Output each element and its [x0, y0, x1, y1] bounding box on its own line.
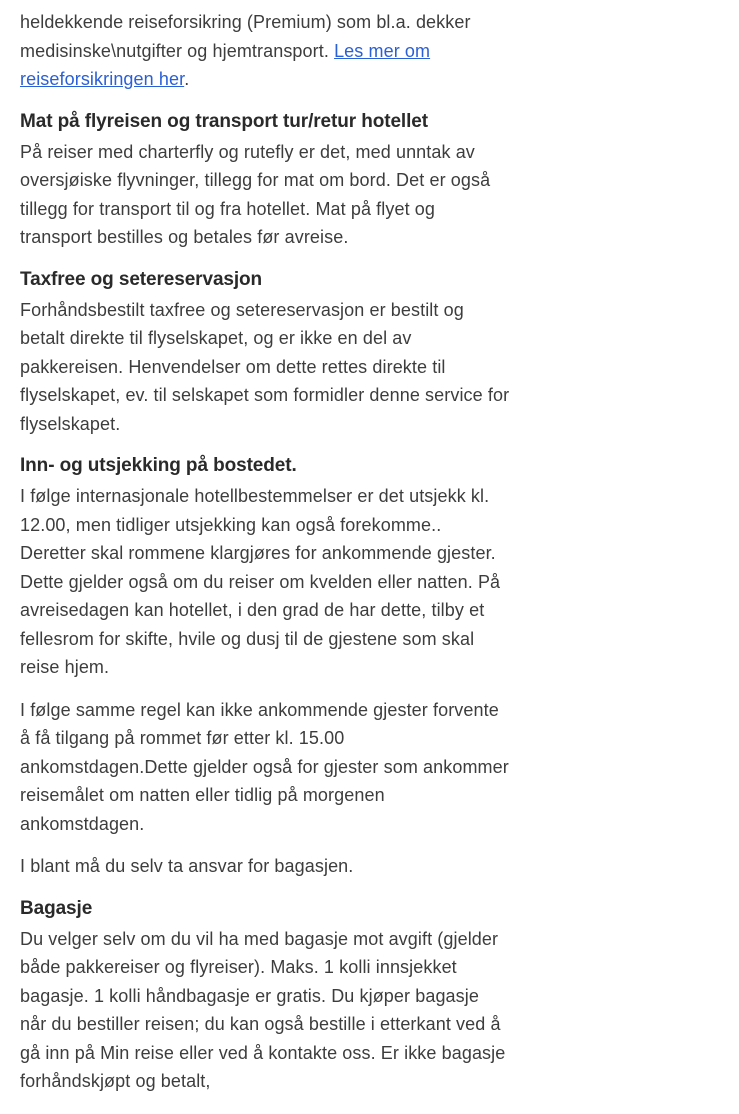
travel-insurance-link[interactable]: Les mer om reiseforsikringen her	[20, 40, 431, 89]
section-heading-taxfree: Taxfree og setereservasjon	[20, 268, 263, 290]
section-paragraph: På reiser med charterfly og rutefly er det, med unntak av oversjøiske flyvninger, tillegg for mat om bord. Det er også tillegg for transport til og fra hotellet. Mat på flyet og transport bestilles og betales før avreise.	[20, 141, 491, 247]
intro-paragraph	[20, 8, 510, 94]
section-paragraph: I følge samme regel kan ikke ankommende gjester forvente å få tilgang på rommet før etter kl. 15.00 ankomstdagen.Dette gjelder også for gjester som ankommer reisemålet om natten eller tidlig på morgenen ankomstdagen.	[20, 699, 509, 834]
section-heading-meals-transport: Mat på flyreisen og transport tur/retur hotellet	[20, 110, 428, 132]
section-paragraph: I blant må du selv ta ansvar for bagasjen.	[20, 856, 354, 876]
intro-text-end: .	[184, 69, 190, 89]
article-content	[20, 8, 510, 1096]
section-paragraph: I følge internasjonale hotellbestemmelser er det utsjekk kl. 12.00, men tidliger utsjekking kan også forekomme.. Deretter skal rommene klargjøres for ankommende gjester. Dette gjelder også om du reiser om kvelden eller natten. På avreisedagen kan hotellet, i den grad de har dette, tilby et fellesrom for skifte, hvile og dusj til de gjestene som skal reise hjem.	[20, 486, 501, 677]
section-heading-baggage: Bagasje	[20, 897, 93, 919]
section-heading-checkin-checkout: Inn- og utsjekking på bostedet.	[20, 455, 297, 476]
section-paragraph: Du velger selv om du vil ha med bagasje mot avgift (gjelder både pakkereiser og flyreiser). Maks. 1 kolli innsjekket bagasje. 1 kolli håndbagasje er gratis. Du kjøper bagasje når du bestiller reisen; du kan også bestille i etterkant ved å gå inn på Min reise eller ved å kontakte oss. Er ikke bagasje forhåndskjøpt og betalt,	[20, 928, 506, 1091]
section-paragraph: Forhåndsbestilt taxfree og setereservasjon er bestilt og betalt direkte til flyselskapet, og er ikke en del av pakkereisen. Henvendelser om dette rettes direkte til flyselskapet, ev. til selskapet som formidler denne service for flyselskapet.	[20, 299, 510, 434]
intro-text: heldekkende reiseforsikring (Premium) som bl.a. dekker medisinske\nutgifter og hjemtransport.	[20, 12, 471, 61]
